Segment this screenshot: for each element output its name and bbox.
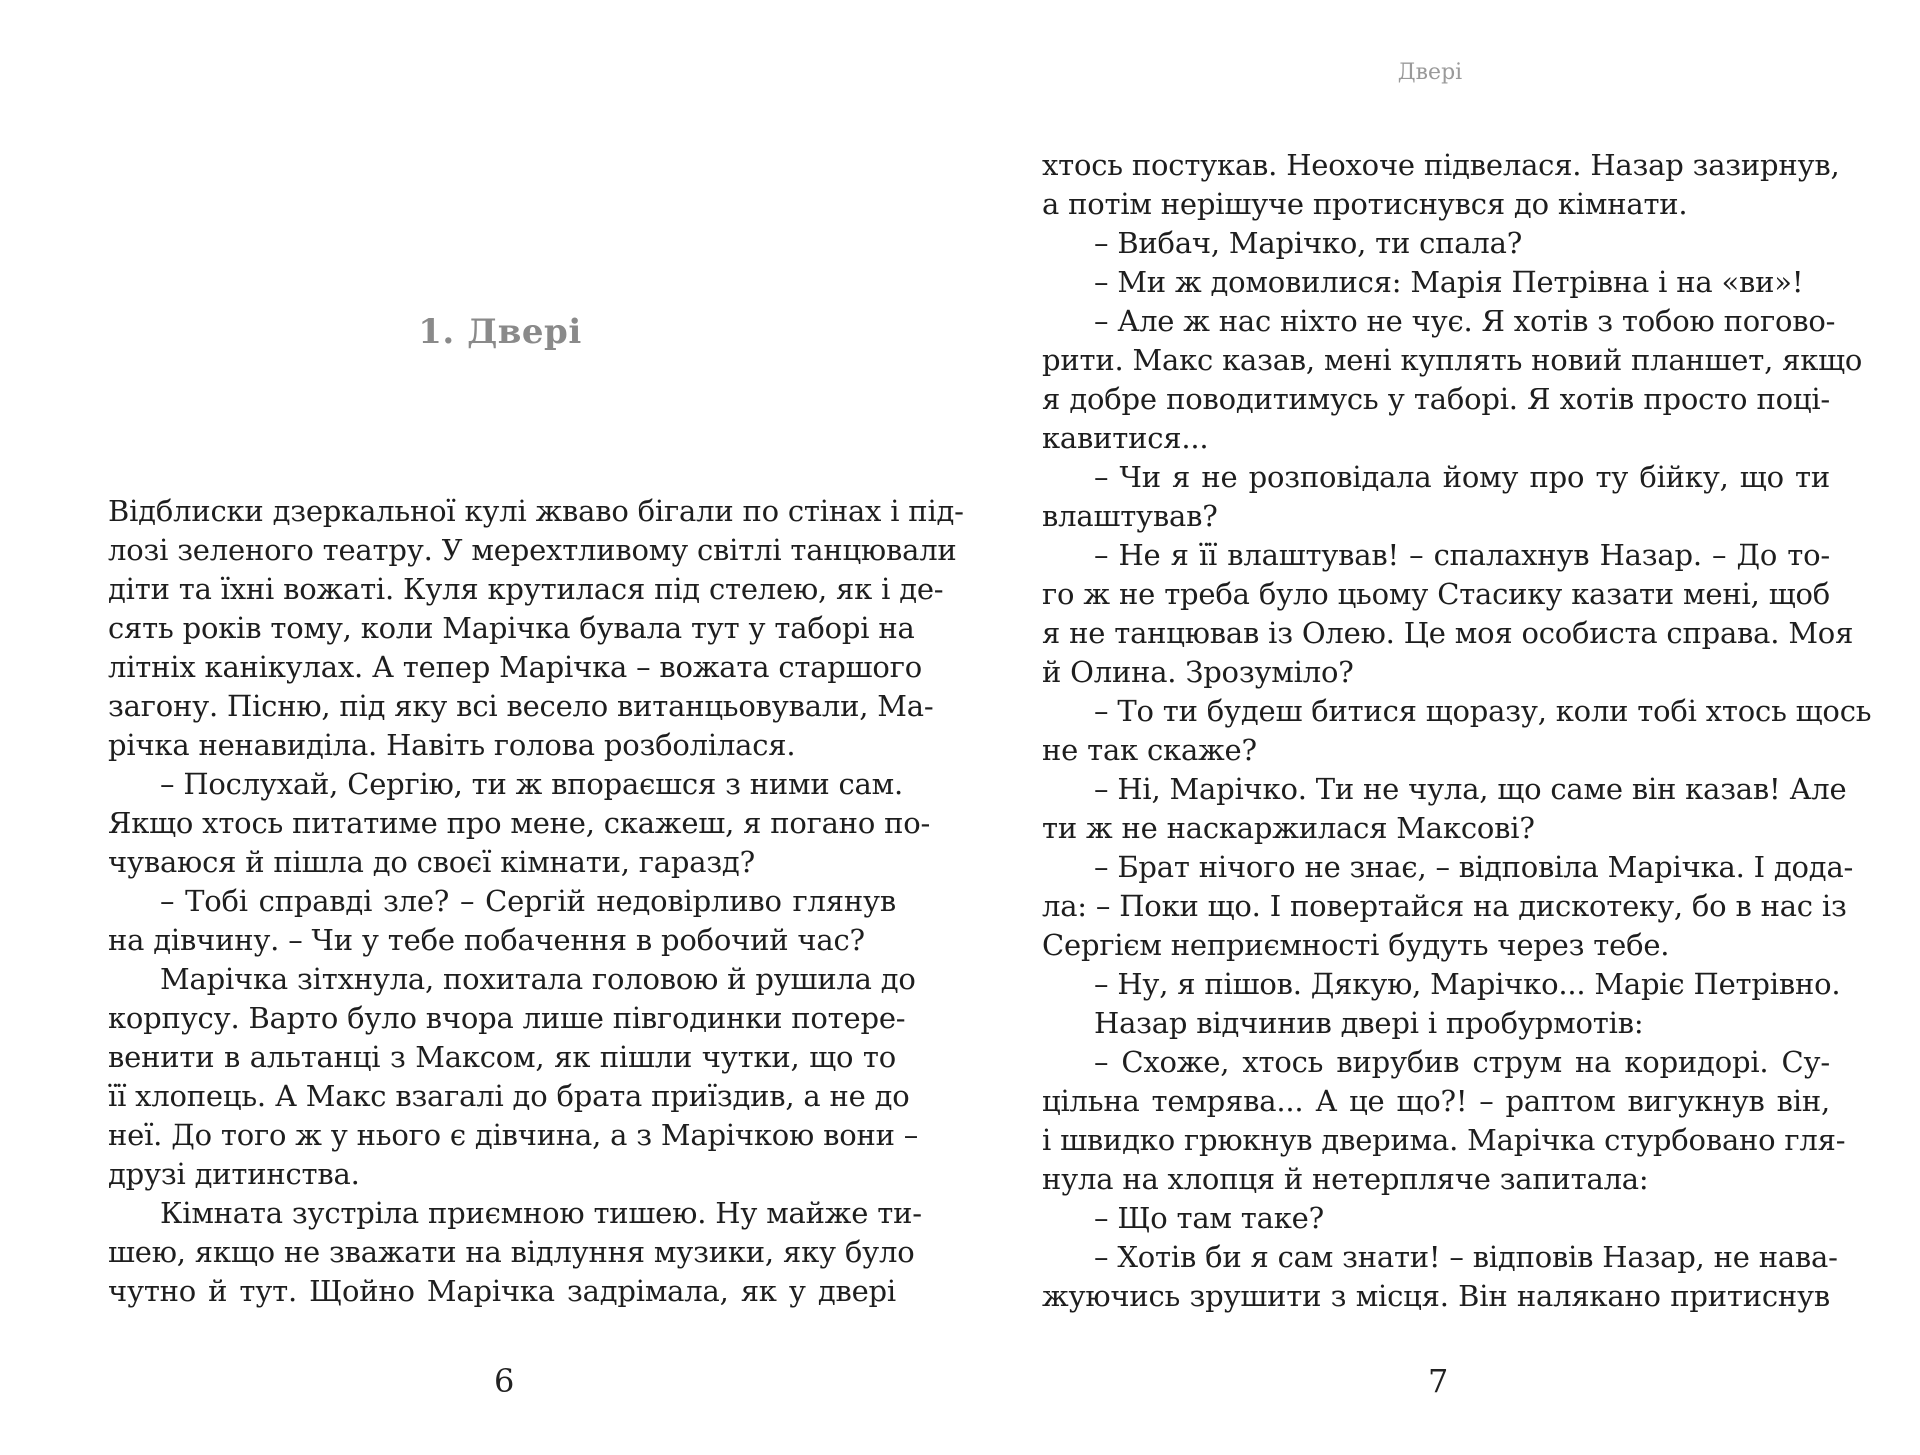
right-text-line: Назар відчинив двері і пробурмотів:	[1094, 1006, 1644, 1040]
left-text-line: неї. До того ж у нього є дівчина, а з Марічкою вони –	[108, 1118, 919, 1152]
right-text-line: не так скаже?	[1042, 733, 1257, 767]
left-text-line: друзі дитинства.	[108, 1157, 360, 1191]
left-text-line: лозі зеленого театру. У мерехтливому світлі танцювали	[108, 533, 957, 567]
right-text-line: я добре поводитимусь у таборі. Я хотів просто поці-	[1042, 382, 1830, 416]
left-text-line: на дівчину. – Чи у тебе побачення в робочий час?	[108, 923, 865, 957]
right-text-line: – Чи я не розповідала йому про ту бійку, що ти	[1094, 460, 1830, 494]
right-text-line: хтось постукав. Неохоче підвелася. Назар зазирнув,	[1042, 148, 1840, 182]
right-text-line: і швидко грюкнув дверима. Марічка стурбовано гля-	[1042, 1123, 1846, 1157]
left-text-line: шею, якщо не зважати на відлуння музики, яку було	[108, 1235, 915, 1269]
left-text-line: сять років тому, коли Марічка бувала тут у таборі на	[108, 611, 915, 645]
left-text-line: – Послухай, Сергію, ти ж впораєшся з ними сам.	[160, 767, 903, 801]
left-text-line: річка ненавиділа. Навіть голова розболілася.	[108, 728, 796, 762]
left-body-text	[108, 492, 964, 1311]
right-text-line: – То ти будеш битися щоразу, коли тобі хтось щось	[1094, 694, 1872, 728]
right-text-line: – Не я її влаштував! – спалахнув Назар. – До то-	[1094, 538, 1830, 572]
right-text-line: – Ні, Марічко. Ти не чула, що саме він казав! Але	[1094, 772, 1847, 806]
page-number-left: 6	[494, 1362, 515, 1400]
right-text-line: Сергієм неприємності будуть через тебе.	[1042, 928, 1670, 962]
right-text-line: го ж не треба було цьому Стасику казати мені, щоб	[1042, 577, 1830, 611]
right-text-line: й Олина. Зрозуміло?	[1042, 655, 1354, 689]
left-text-line: діти та їхні вожаті. Куля крутилася під стелею, як і де-	[108, 572, 944, 606]
right-text-line: – Хотів би я сам знати! – відповів Назар, не нава-	[1094, 1240, 1838, 1274]
running-head: Двері	[1397, 60, 1463, 85]
right-text-line: – Вибач, Марічко, ти спала?	[1094, 226, 1523, 260]
left-text-line: загону. Пісню, під яку всі весело витанцьовували, Ма-	[108, 689, 934, 723]
right-body-text	[1042, 146, 1872, 1316]
right-text-line: – Але ж нас ніхто не чує. Я хотів з тобою погово-	[1094, 304, 1836, 338]
right-text-line: – Схоже, хтось вирубив струм на коридорі. Су-	[1094, 1045, 1830, 1079]
right-text-line: рити. Макс казав, мені куплять новий планшет, якщо	[1042, 343, 1863, 377]
left-text-line: корпусу. Варто було вчора лише півгодинки потере-	[108, 1001, 906, 1035]
right-text-line: кавитися...	[1042, 421, 1209, 455]
right-text-line: – Ми ж домовилися: Марія Петрівна і на «ви»!	[1094, 265, 1804, 299]
chapter-title: 1. Двері	[418, 312, 582, 352]
left-text-line: – Тобі справді зле? – Сергій недовірливо глянув	[160, 884, 896, 918]
left-text-line: Марічка зітхнула, похитала головою й рушила до	[160, 962, 916, 996]
left-text-line: венити в альтанці з Максом, як пішли чутки, що то	[108, 1040, 896, 1074]
right-text-line: влаштував?	[1042, 499, 1218, 533]
left-text-line: Кімната зустріла приємною тишею. Ну майже ти-	[160, 1196, 922, 1230]
right-text-line: ла: – Поки що. І повертайся на дискотеку, бо в нас із	[1042, 889, 1847, 923]
right-text-line: цільна темрява... А це що?! – раптом вигукнув він,	[1042, 1084, 1830, 1118]
right-text-line: ти ж не наскаржилася Максові?	[1042, 811, 1535, 845]
left-text-line: літніх канікулах. А тепер Марічка – вожата старшого	[108, 650, 922, 684]
right-text-line: жуючись зрушити з місця. Він налякано притиснув	[1042, 1279, 1830, 1313]
right-text-line: нула на хлопця й нетерпляче запитала:	[1042, 1162, 1649, 1196]
left-text-line: Якщо хтось питатиме про мене, скажеш, я погано по-	[108, 806, 931, 840]
right-text-line: я не танцював із Олею. Це моя особиста справа. Моя	[1042, 616, 1854, 650]
left-text-line: чуваюся й пішла до своєї кімнати, гаразд?	[108, 845, 755, 879]
left-text-line: Відблиски дзеркальної кулі жваво бігали по стінах і під-	[108, 494, 964, 528]
left-text-line: чутно й тут. Щойно Марічка задрімала, як у двері	[108, 1274, 896, 1308]
right-text-line: – Ну, я пішов. Дякую, Марічко... Маріє Петрівно.	[1094, 967, 1841, 1001]
right-text-line: а потім нерішуче протиснувся до кімнати.	[1042, 187, 1688, 221]
right-text-line: – Що там таке?	[1094, 1201, 1324, 1235]
right-text-line: – Брат нічого не знає, – відповіла Марічка. І дода-	[1094, 850, 1854, 884]
right-page	[960, 0, 1920, 1455]
page-number-right: 7	[1428, 1362, 1449, 1400]
left-text-line: її хлопець. А Макс взагалі до брата приїздив, а не до	[108, 1079, 910, 1113]
